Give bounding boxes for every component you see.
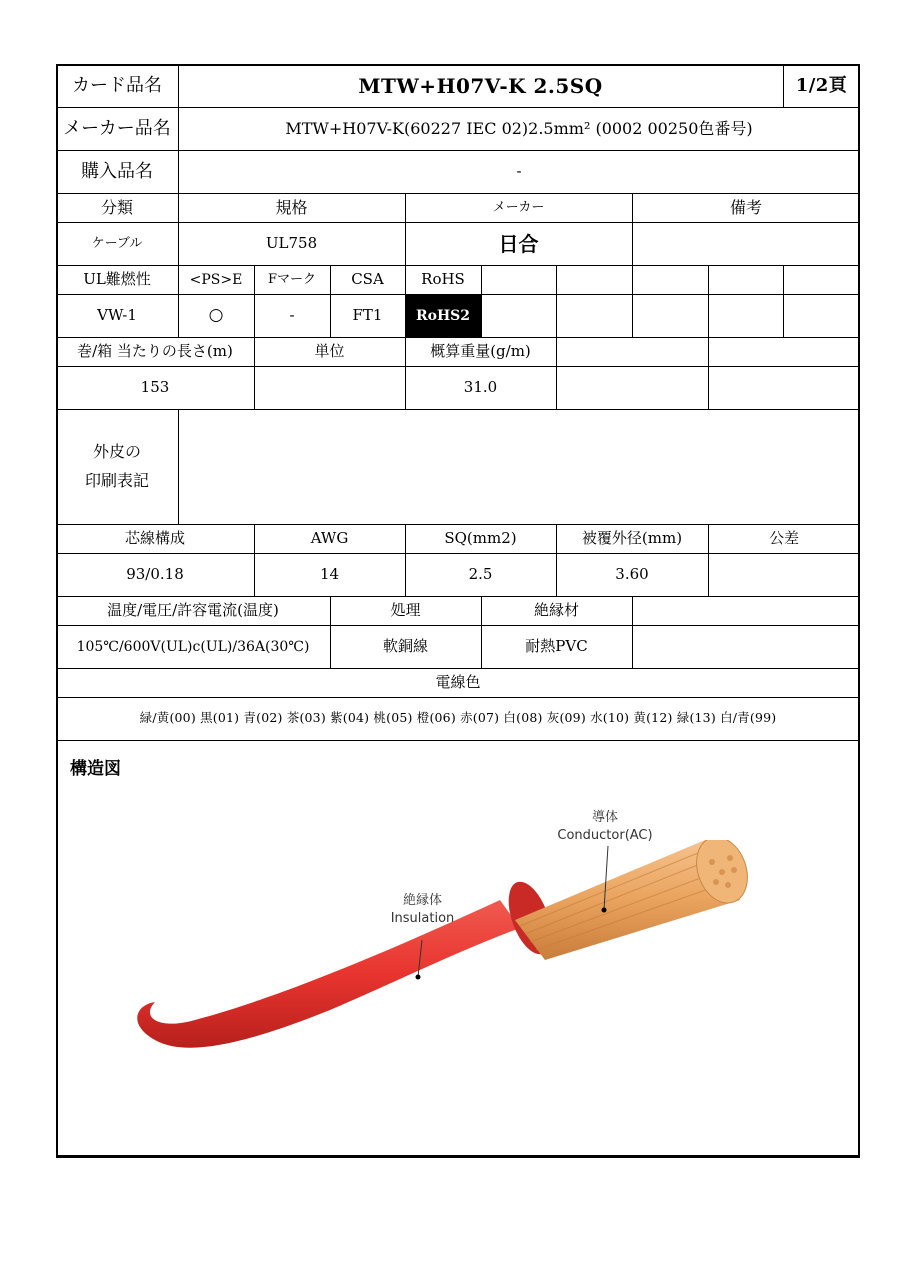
insulation-material-value: 耐熱PVC	[525, 637, 588, 655]
unit-header: 単位	[314, 342, 345, 360]
classification-header: 分類	[100, 197, 133, 217]
ul-flammability-value: VW-1	[97, 306, 137, 324]
length-per-reel-header: 巻/箱 当たりの長さ(m)	[77, 342, 233, 360]
length-per-reel-value: 153	[140, 378, 170, 396]
sheath-print-label-line1: 外皮の	[92, 441, 141, 461]
insulation-body	[137, 900, 520, 1048]
treatment-header: 処理	[390, 601, 421, 619]
sheet-bottom-rule	[56, 1157, 860, 1158]
conductor-label-jp: 導体	[591, 810, 618, 826]
maker-name-label: メーカー品名	[63, 117, 171, 139]
awg-value: 14	[319, 565, 340, 583]
ul-flammability-header: UL難燃性	[83, 270, 151, 288]
maker-value: 日合	[498, 231, 539, 256]
conductor-label-en: Conductor(AC)	[557, 828, 653, 843]
sheath-print-label-line2: 印刷表記	[84, 470, 149, 490]
tolerance-header: 公差	[768, 529, 799, 547]
awg-header: AWG	[310, 529, 349, 547]
maker-header: メーカー	[492, 200, 545, 215]
rating-value: 105℃/600V(UL)c(UL)/36A(30℃)	[76, 638, 310, 655]
rohs2-badge: RoHS2	[405, 295, 481, 337]
pse-value: ○	[208, 305, 224, 325]
strand-construction-value: 93/0.18	[126, 565, 184, 583]
rohs-header: RoHS	[421, 270, 465, 288]
remarks-header: 備考	[729, 197, 762, 217]
standard-value: UL758	[265, 234, 318, 252]
csa-header: CSA	[351, 270, 384, 288]
product-name: MTW+H07V-K 2.5SQ	[358, 73, 603, 98]
rating-header: 温度/電圧/許容電流(温度)	[107, 601, 279, 619]
remarks-value	[632, 222, 860, 265]
maker-product-name: MTW+H07V-K(60227 IEC 02)2.5mm² (0002 00250色番号)	[285, 118, 753, 138]
sq-header: SQ(mm2)	[444, 529, 517, 547]
insulation-label-en: Insulation	[390, 911, 455, 926]
f-mark-value: -	[289, 306, 295, 324]
pse-header: <PS>E	[189, 271, 243, 288]
insulation-material-header: 絶縁材	[533, 601, 579, 619]
page-number: 1/2頁	[795, 74, 848, 96]
classification-value: ケーブル	[91, 236, 143, 251]
wire-color-header: 電線色	[435, 673, 481, 691]
tolerance-value	[708, 553, 860, 596]
wire-color-list: 緑/黄(00) 黒(01) 青(02) 茶(03) 紫(04) 桃(05) 橙(06) 赤(07) 白(08) 灰(09) 水(10) 黄(12) 緑(13) 白/青(99)	[139, 710, 777, 726]
approx-weight-value: 31.0	[463, 378, 498, 396]
f-mark-header: Fマーク	[267, 272, 317, 287]
cable-structure-diagram	[100, 840, 780, 1120]
csa-value: FT1	[352, 306, 383, 324]
strand-construction-header: 芯線構成	[124, 529, 185, 547]
outer-diameter-header: 被覆外径(mm)	[581, 529, 683, 547]
purchase-name-label: 購入品名	[81, 160, 153, 182]
sheath-print-label	[56, 409, 178, 524]
sq-value: 2.5	[468, 565, 493, 583]
card-name-label: カード品名	[72, 74, 162, 96]
purchase-name-value: -	[516, 162, 522, 180]
insulation-label-jp: 絶縁体	[402, 893, 442, 909]
outer-diameter-value: 3.60	[615, 565, 649, 583]
unit-value	[254, 366, 405, 409]
treatment-value: 軟銅線	[382, 637, 428, 655]
approx-weight-header: 概算重量(g/m)	[430, 342, 531, 360]
standard-header: 規格	[275, 197, 308, 217]
structure-diagram-title: 構造図	[70, 758, 121, 779]
